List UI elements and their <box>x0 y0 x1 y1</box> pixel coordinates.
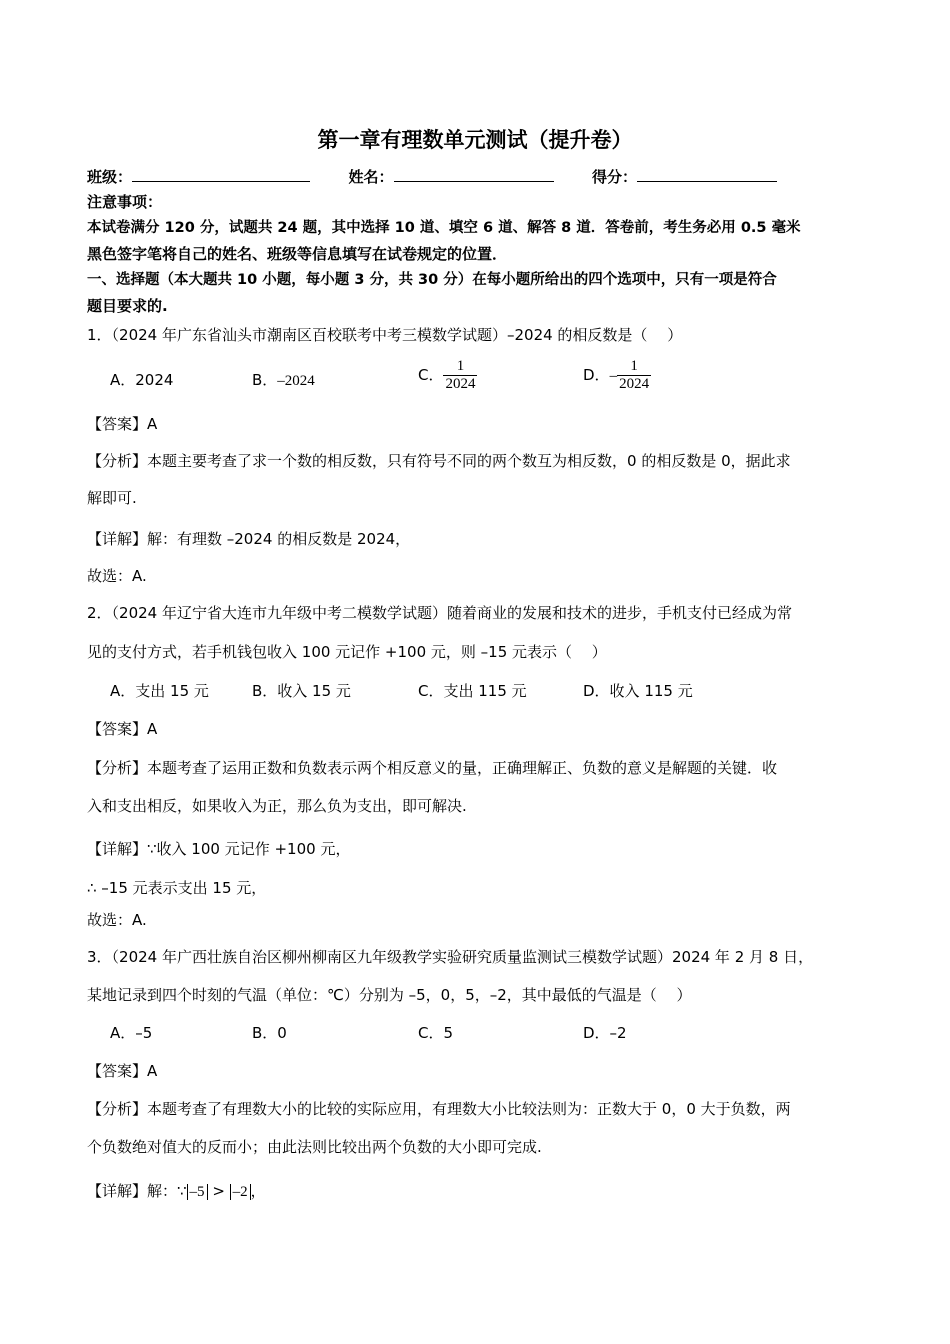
q2-choice: 故选：A. <box>87 911 147 929</box>
q3-option-b: B．0 <box>252 1024 287 1042</box>
q3-answer: 【答案】A <box>87 1062 158 1080</box>
fraction: $\frac{1}{2024}$ <box>445 358 476 392</box>
section-1-line-1: 一、选择题（本大题共 10 小题，每小题 3 分，共 30 分）在每小题所给出的四个选项中，只有一项是符合 <box>87 272 777 288</box>
notice-line-2: 黑色签字笔将自己的姓名、班级等信息填写在试卷规定的位置． <box>87 245 508 263</box>
q1-detail: 【详解】解：有理数 –2024 的相反数是 2024， <box>87 530 411 548</box>
name-blank <box>394 165 554 182</box>
q3-detail: 【详解】解：∵ –5 > –2 ， <box>87 1182 266 1200</box>
q2-option-c: C．支出 115 元 <box>418 682 527 700</box>
name-label: 姓名： <box>348 168 394 186</box>
q3-stem-1: 3．（2024 年广西壮族自治区柳州柳南区九年级教学实验研究质量监测试三模数学试题）2024 年 2 月 8 日， <box>87 948 814 966</box>
header-fields <box>87 165 866 188</box>
score-blank <box>637 165 777 182</box>
fraction: $\frac{1}{2024}$ <box>619 358 650 392</box>
notice-heading: 注意事项： <box>87 193 163 211</box>
q2-analysis-1: 【分析】本题考查了运用正数和负数表示两个相反意义的量，正确理解正、负数的意义是解题的关键．收 <box>87 759 778 777</box>
page-title: 第一章有理数单元测试（提升卷） <box>317 128 633 152</box>
q1-option-b: B．–2024 <box>252 371 315 389</box>
score-label: 得分： <box>591 168 637 186</box>
q2-stem-1: 2．（2024 年辽宁省大连市九年级中考二模数学试题）随着商业的发展和技术的进步，手机支付已经成为常 <box>87 604 792 622</box>
q3-analysis-1: 【分析】本题考查了有理数大小的比较的实际应用，有理数大小比较法则为：正数大于 0，0 大于负数，两 <box>87 1100 791 1118</box>
q1-analysis-2: 解即可. <box>87 489 137 507</box>
notice-line-1: 本试卷满分 120 分，试题共 24 题，其中选择 10 道、填空 6 道、解答 8 道．答卷前，考生务必用 0.5 毫米 <box>87 220 801 236</box>
q2-option-a: A．支出 15 元 <box>110 682 209 700</box>
q1-stem: 1．（2024 年广东省汕头市潮南区百校联考中考三模数学试题）–2024 的相反数是（ ） <box>87 326 683 344</box>
q3-option-a: A．–5 <box>110 1024 153 1042</box>
q1-answer: 【答案】A <box>87 415 158 433</box>
q2-analysis-2: 入和支出相反，如果收入为正，那么负为支出，即可解决. <box>87 797 467 815</box>
q1-option-d: D．– $\frac{1}{2024}$ <box>583 358 650 392</box>
q3-option-c: C．5 <box>418 1024 454 1042</box>
q2-detail-1: 【详解】∵收入 100 元记作 +100 元， <box>87 840 351 858</box>
q1-option-c: C． $\frac{1}{2024}$ <box>418 358 476 392</box>
q3-stem-2: 某地记录到四个时刻的气温（单位：℃）分别为 –5，0，5，–2，其中最低的气温是（ ） <box>87 986 692 1004</box>
absolute-value: –2 <box>230 1184 251 1200</box>
q2-detail-2: ∴ –15 元表示支出 15 元， <box>87 879 267 897</box>
class-label: 班级： <box>87 168 133 186</box>
q2-answer: 【答案】A <box>87 720 158 738</box>
q3-analysis-2: 个负数绝对值大的反而小；由此法则比较出两个负数的大小即可完成. <box>87 1138 542 1156</box>
q3-option-d: D．–2 <box>583 1024 627 1042</box>
q1-option-a: A．2024 <box>110 371 174 389</box>
q2-option-d: D．收入 115 元 <box>583 682 693 700</box>
q1-choice: 故选：A. <box>87 567 147 585</box>
q2-option-b: B．收入 15 元 <box>252 682 351 700</box>
absolute-value: –5 <box>187 1184 208 1200</box>
q1-analysis-1: 【分析】本题主要考查了求一个数的相反数，只有符号不同的两个数互为相反数，0 的相反数是 0，据此求 <box>87 452 791 470</box>
class-blank <box>132 165 310 182</box>
section-1-line-2: 题目要求的. <box>87 297 168 315</box>
q2-stem-2: 见的支付方式，若手机钱包收入 100 元记作 +100 元，则 –15 元表示（ ） <box>87 643 607 661</box>
